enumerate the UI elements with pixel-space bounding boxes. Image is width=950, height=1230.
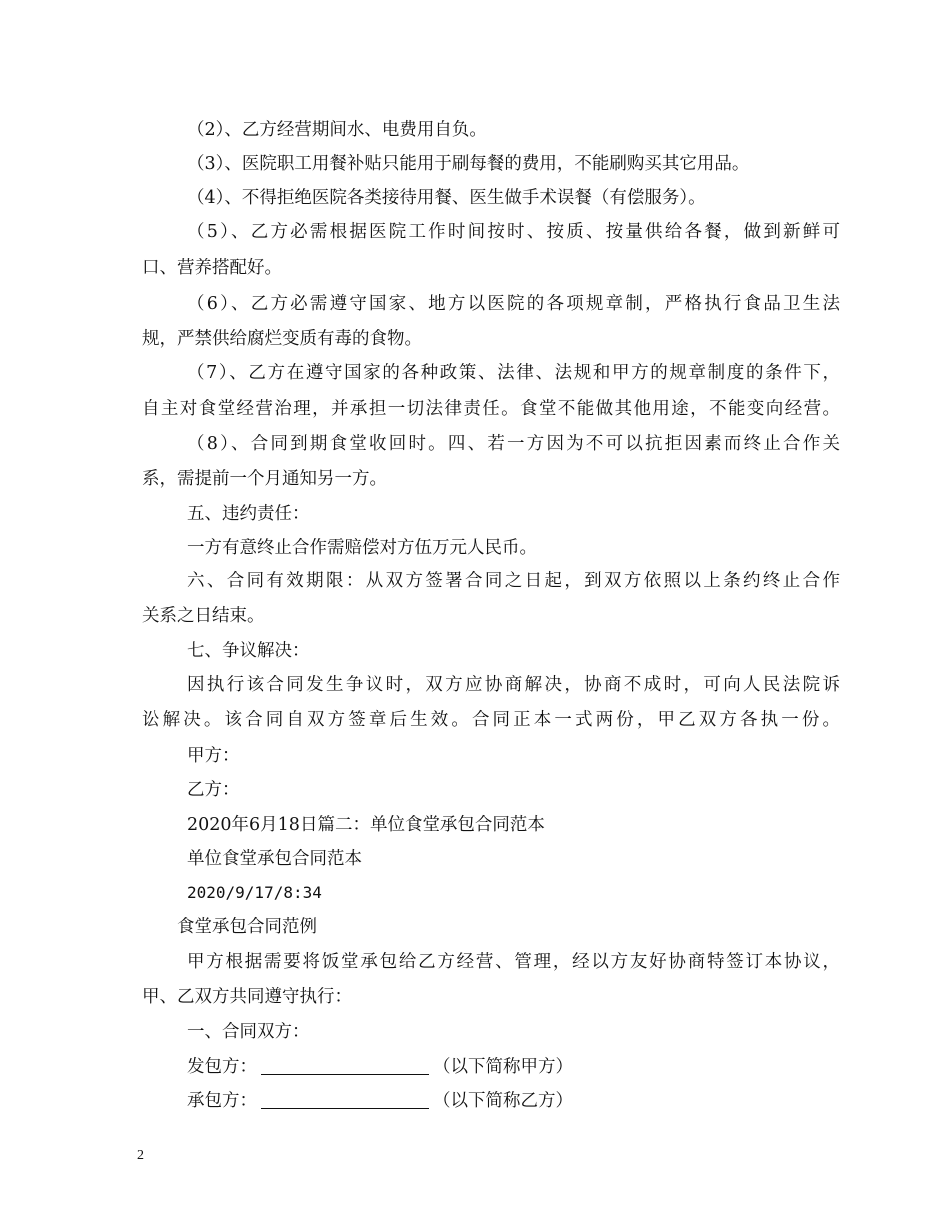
section-5-heading: 五、违约责任： xyxy=(187,504,310,524)
party-a-sign: 甲方： xyxy=(187,746,240,766)
clause-2: （2）、乙方经营期间水、电费用自负。 xyxy=(187,120,487,140)
intro-line-2: 甲、乙双方共同遵守执行： xyxy=(142,987,352,1007)
section-6-line-1: 六、合同有效期限：从双方签署合同之日起，到双方依照以上条约终止合作 xyxy=(187,571,840,591)
employer-label: 发包方： xyxy=(187,1057,257,1077)
contractor-line xyxy=(187,1089,840,1113)
employer-note: （以下简称甲方） xyxy=(433,1057,573,1077)
clause-5-line-1: （5）、乙方必需根据医院工作时间按时、按质、按量供给各餐，做到新鲜可 xyxy=(187,222,840,242)
employer-blank[interactable] xyxy=(261,1056,429,1075)
section-7-heading: 七、争议解决： xyxy=(187,641,310,661)
contractor-note: （以下简称乙方） xyxy=(433,1091,573,1111)
page-number: 2 xyxy=(137,1148,144,1163)
section-5-text: 一方有意终止合作需赔偿对方伍万元人民币。 xyxy=(187,538,537,558)
clause-8-line-1: （8）、合同到期食堂收回时。四、若一方因为不可以抗拒因素而终止合作关 xyxy=(187,434,840,454)
section-6-line-2: 关系之日结束。 xyxy=(142,606,265,626)
clause-3: （3）、医院职工用餐补贴只能用于刷每餐的费用，不能刷购买其它用品。 xyxy=(187,154,750,174)
clause-4: （4）、不得拒绝医院各类接待用餐、医生做手术误餐（有偿服务）。 xyxy=(187,188,706,208)
employer-line xyxy=(187,1055,840,1079)
clause-6-line-1: （6）、乙方必需遵守国家、地方以医院的各项规章制，严格执行食品卫生法 xyxy=(187,294,840,314)
timestamp: 2020/9/17/8:34 xyxy=(187,883,322,902)
party-b-sign: 乙方： xyxy=(187,780,240,800)
intro-line-1: 甲方根据需要将饭堂承包给乙方经营、管理，经以方友好协商特签订本协议， xyxy=(187,952,840,972)
contract-title: 单位食堂承包合同范本 xyxy=(187,849,362,869)
date-and-title: 2020年6月18日篇二：单位食堂承包合同范本 xyxy=(187,815,545,835)
clause-7-line-2: 自主对食堂经营治理，并承担一切法律责任。食堂不能做其他用途，不能变向经营。 xyxy=(142,399,840,419)
clause-6-line-2: 规，严禁供给腐烂变质有毒的食物。 xyxy=(142,329,422,349)
clause-5-line-2: 口、营养搭配好。 xyxy=(142,258,282,278)
section-7-line-1: 因执行该合同发生争议时，双方应协商解决，协商不成时，可向人民法院诉 xyxy=(187,675,840,695)
clause-8-line-2: 系，需提前一个月通知另一方。 xyxy=(142,469,387,489)
contractor-label: 承包方： xyxy=(187,1091,257,1111)
section-7-line-2: 讼解决。该合同自双方签章后生效。合同正本一式两份，甲乙双方各执一份。 xyxy=(142,710,840,730)
clause-7-line-1: （7）、乙方在遵守国家的各种政策、法律、法规和甲方的规章制度的条件下， xyxy=(187,363,840,383)
example-heading: 食堂承包合同范例 xyxy=(177,917,317,937)
parties-heading: 一、合同双方： xyxy=(187,1022,310,1042)
contractor-blank[interactable] xyxy=(261,1090,429,1109)
